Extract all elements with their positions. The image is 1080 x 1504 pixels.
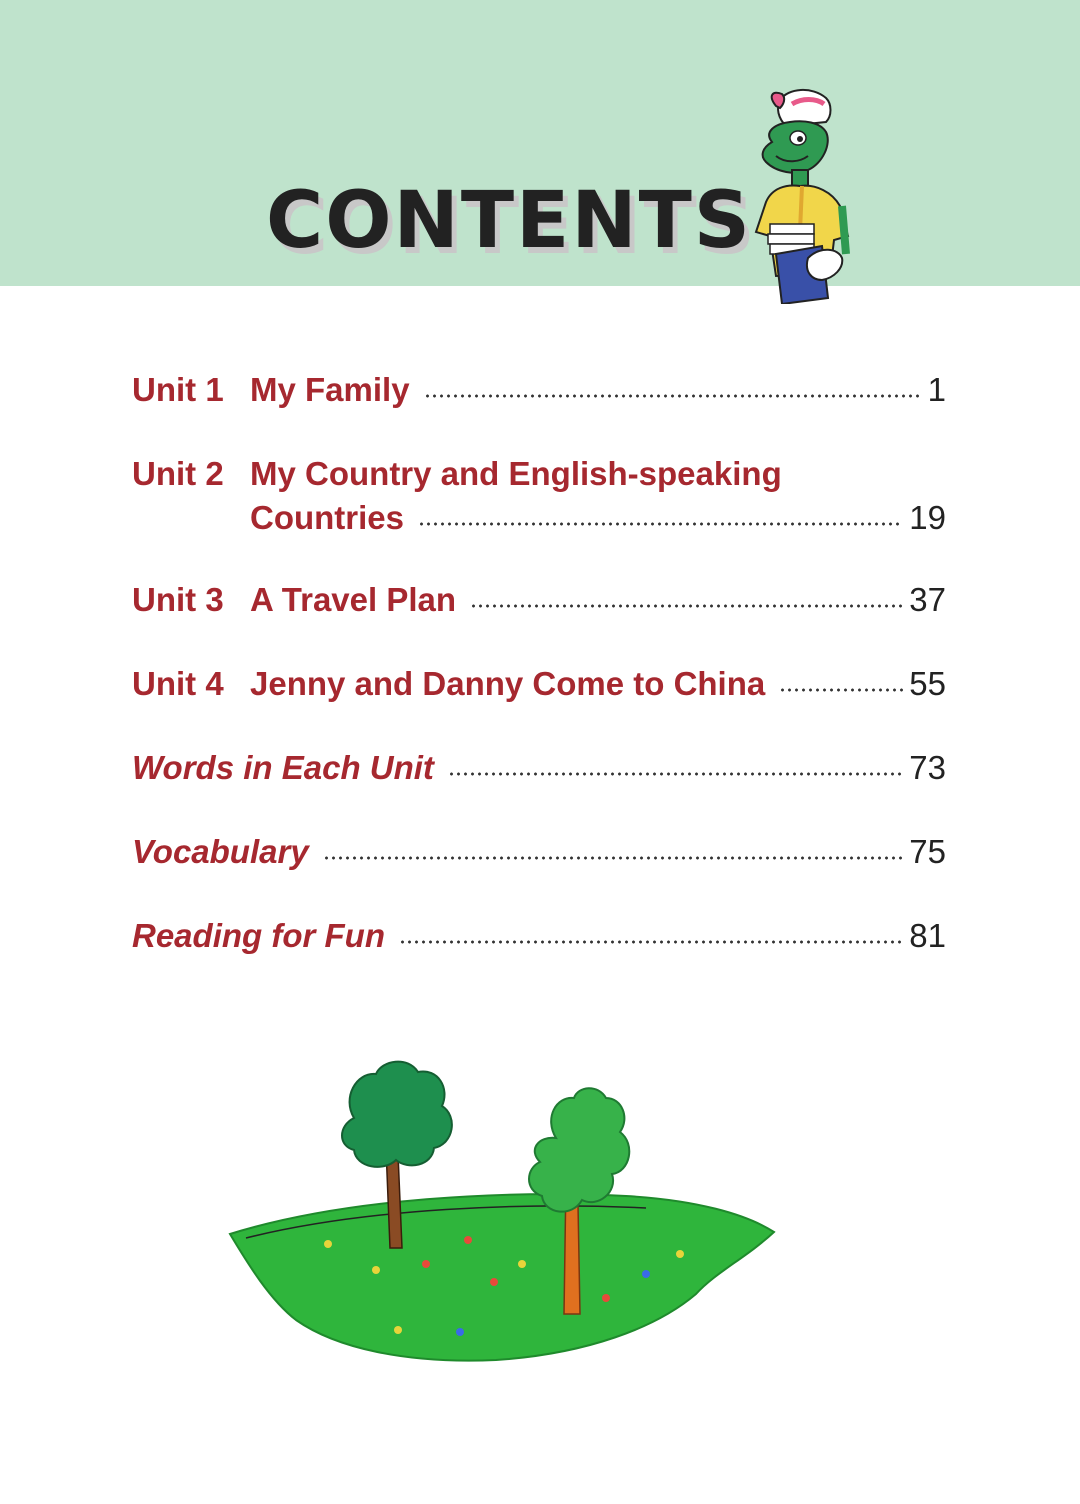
toc-entry-words-in-each-unit[interactable] bbox=[132, 746, 946, 806]
unit-number: Unit 3 bbox=[132, 581, 224, 618]
dot-leader bbox=[779, 685, 903, 695]
page-number: 19 bbox=[909, 499, 946, 536]
toc-entry-unit-1[interactable] bbox=[132, 368, 946, 428]
page-number: 55 bbox=[909, 665, 946, 702]
section-title: Words in Each Unit bbox=[132, 749, 434, 786]
toc-entry-unit-3[interactable] bbox=[132, 578, 946, 638]
dot-leader bbox=[424, 391, 922, 401]
dot-leader bbox=[323, 853, 904, 863]
unit-title: Jenny and Danny Come to China bbox=[250, 665, 766, 702]
page-number: 73 bbox=[909, 749, 946, 786]
unit-title: A Travel Plan bbox=[250, 581, 457, 618]
unit-number: Unit 1 bbox=[132, 371, 224, 408]
unit-title: My Family bbox=[250, 371, 410, 408]
unit-number: Unit 4 bbox=[132, 665, 224, 702]
toc-entry-unit-4[interactable] bbox=[132, 662, 946, 722]
page-number: 1 bbox=[927, 371, 946, 408]
trees-on-hill-illustration bbox=[226, 1058, 778, 1364]
unit-title-line-1: My Country and English-speaking bbox=[250, 455, 782, 492]
dot-leader bbox=[399, 937, 903, 947]
page-title: CONTENTS bbox=[266, 176, 752, 266]
unit-number: Unit 2 bbox=[132, 455, 224, 492]
toc-entry-unit-2[interactable] bbox=[132, 452, 946, 552]
page-number: 75 bbox=[909, 833, 946, 870]
toc-entry-vocabulary[interactable] bbox=[132, 830, 946, 890]
page-number: 81 bbox=[909, 917, 946, 954]
dot-leader bbox=[448, 769, 903, 779]
section-title: Vocabulary bbox=[132, 833, 309, 870]
turtle-mascot-icon bbox=[742, 86, 854, 304]
dot-leader bbox=[418, 519, 903, 529]
unit-title-line-2: Countries bbox=[250, 499, 405, 536]
toc-entry-reading-for-fun[interactable] bbox=[132, 914, 946, 974]
section-title: Reading for Fun bbox=[132, 917, 385, 954]
dot-leader bbox=[470, 601, 903, 611]
page-number: 37 bbox=[909, 581, 946, 618]
